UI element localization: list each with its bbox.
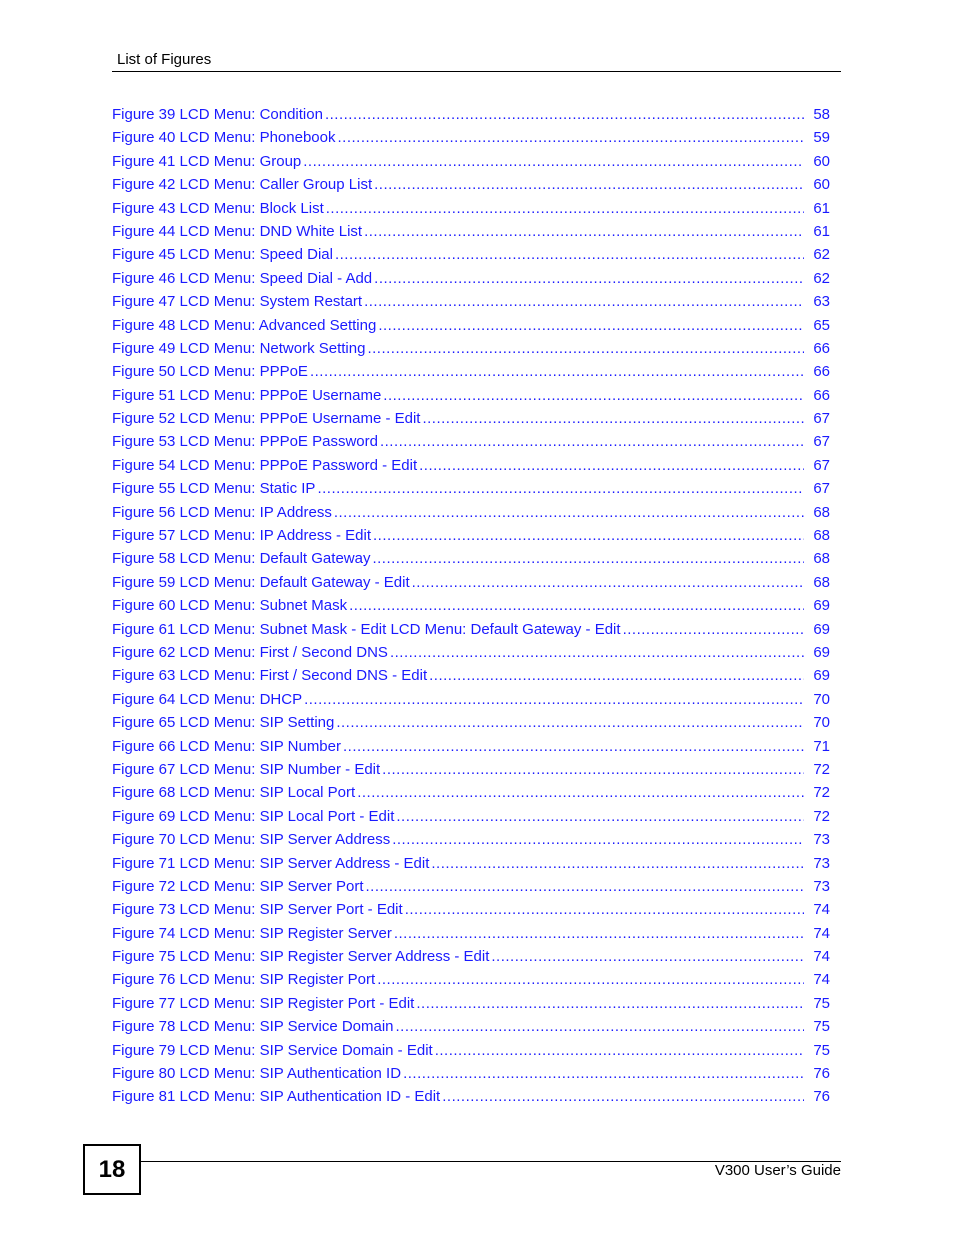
toc-entry-label: Figure 80 LCD Menu: SIP Authentication ID (112, 1065, 402, 1083)
toc-entry-page: 69 (813, 597, 830, 615)
toc-dot-leader (419, 457, 804, 474)
toc-entry-label: Figure 48 LCD Menu: Advanced Setting (112, 316, 377, 334)
toc-entry[interactable] (112, 995, 830, 1018)
toc-entry-label: Figure 70 LCD Menu: SIP Server Address (112, 831, 391, 849)
toc-entry[interactable] (112, 246, 830, 269)
toc-dot-leader (310, 363, 804, 380)
toc-entry[interactable] (112, 621, 830, 644)
toc-dot-leader (334, 504, 804, 521)
toc-entry-page: 75 (813, 1018, 830, 1036)
toc-entry-page: 69 (813, 620, 830, 638)
toc-entry-page: 72 (813, 807, 830, 825)
list-of-figures (112, 106, 830, 1112)
toc-entry-label: Figure 60 LCD Menu: Subnet Mask (112, 597, 348, 615)
toc-entry-label: Figure 79 LCD Menu: SIP Service Domain - Edit (112, 1041, 433, 1059)
toc-dot-leader (422, 410, 804, 427)
toc-dot-leader (343, 738, 804, 755)
toc-entry-page: 68 (813, 503, 830, 521)
toc-entry-label: Figure 62 LCD Menu: First / Second DNS (112, 643, 388, 661)
toc-entry[interactable] (112, 340, 830, 363)
toc-entry-page: 69 (813, 643, 830, 661)
toc-entry-page: 65 (813, 316, 830, 334)
toc-entry[interactable] (112, 317, 830, 340)
toc-dot-leader (373, 527, 804, 544)
toc-entry-page: 70 (813, 714, 830, 732)
toc-dot-leader (394, 925, 804, 942)
toc-entry-label: Figure 46 LCD Menu: Speed Dial - Add (112, 269, 373, 287)
toc-entry-page: 76 (813, 1088, 830, 1106)
toc-entry-page: 69 (813, 667, 830, 685)
toc-entry[interactable] (112, 831, 830, 854)
toc-entry[interactable] (112, 878, 830, 901)
toc-dot-leader (442, 1088, 804, 1105)
toc-entry[interactable] (112, 106, 830, 129)
toc-entry-page: 68 (813, 527, 830, 545)
toc-entry[interactable] (112, 597, 830, 620)
toc-entry-label: Figure 42 LCD Menu: Caller Group List (112, 176, 373, 194)
toc-entry[interactable] (112, 1018, 830, 1041)
toc-dot-leader (396, 1018, 804, 1035)
toc-dot-leader (367, 340, 804, 357)
toc-dot-leader (317, 480, 804, 497)
toc-entry-page: 74 (813, 901, 830, 919)
toc-entry-label: Figure 63 LCD Menu: First / Second DNS - Edit (112, 667, 428, 685)
toc-entry-label: Figure 73 LCD Menu: SIP Server Port - Edit (112, 901, 403, 919)
toc-entry[interactable] (112, 971, 830, 994)
toc-entry-page: 60 (813, 176, 830, 194)
toc-entry[interactable] (112, 410, 830, 433)
toc-dot-leader (374, 176, 804, 193)
toc-dot-leader (374, 270, 804, 287)
toc-entry-label: Figure 43 LCD Menu: Block List (112, 199, 324, 217)
toc-entry[interactable] (112, 270, 830, 293)
toc-entry[interactable] (112, 387, 830, 410)
toc-dot-leader (390, 644, 804, 661)
toc-entry-label: Figure 68 LCD Menu: SIP Local Port (112, 784, 356, 802)
toc-entry[interactable] (112, 527, 830, 550)
toc-entry-page: 72 (813, 784, 830, 802)
toc-entry-page: 58 (813, 106, 830, 123)
toc-entry-page: 59 (813, 129, 830, 147)
toc-dot-leader (383, 387, 804, 404)
toc-entry-label: Figure 61 LCD Menu: Subnet Mask - Edit LCD Menu: Default Gateway - Edit (112, 620, 621, 638)
toc-entry[interactable] (112, 433, 830, 456)
toc-entry-label: Figure 56 LCD Menu: IP Address (112, 503, 332, 521)
toc-entry-page: 67 (813, 410, 830, 428)
toc-entry[interactable] (112, 223, 830, 246)
toc-entry-page: 66 (813, 363, 830, 381)
toc-dot-leader (326, 200, 804, 217)
toc-dot-leader (366, 878, 805, 895)
toc-dot-leader (405, 901, 804, 918)
toc-dot-leader (623, 621, 804, 638)
toc-entry-label: Figure 69 LCD Menu: SIP Local Port - Edit (112, 807, 395, 825)
toc-dot-leader (377, 971, 804, 988)
page-number: 18 (83, 1144, 141, 1195)
toc-dot-leader (364, 223, 804, 240)
toc-entry[interactable] (112, 761, 830, 784)
toc-dot-leader (396, 808, 804, 825)
toc-entry-label: Figure 64 LCD Menu: DHCP (112, 690, 303, 708)
toc-entry-label: Figure 81 LCD Menu: SIP Authentication ID - Edit (112, 1088, 441, 1106)
toc-entry-page: 62 (813, 246, 830, 264)
toc-dot-leader (382, 761, 804, 778)
toc-dot-leader (364, 293, 804, 310)
toc-entry-label: Figure 41 LCD Menu: Group (112, 152, 302, 170)
toc-dot-leader (416, 995, 804, 1012)
toc-entry-page: 60 (813, 152, 830, 170)
toc-entry-label: Figure 72 LCD Menu: SIP Server Port (112, 877, 364, 895)
toc-dot-leader (429, 667, 804, 684)
toc-entry[interactable] (112, 200, 830, 223)
toc-entry-label: Figure 55 LCD Menu: Static IP (112, 480, 316, 498)
toc-entry[interactable] (112, 644, 830, 667)
toc-entry[interactable] (112, 550, 830, 573)
toc-entry-label: Figure 45 LCD Menu: Speed Dial (112, 246, 333, 264)
toc-dot-leader (435, 1042, 804, 1059)
toc-dot-leader (412, 574, 804, 591)
toc-entry[interactable] (112, 480, 830, 503)
toc-entry-page: 63 (813, 293, 830, 311)
toc-entry-label: Figure 77 LCD Menu: SIP Register Port - Edit (112, 994, 415, 1012)
toc-entry[interactable] (112, 855, 830, 878)
toc-entry-page: 61 (813, 222, 830, 240)
toc-entry[interactable] (112, 901, 830, 924)
toc-entry[interactable] (112, 457, 830, 480)
toc-entry-label: Figure 58 LCD Menu: Default Gateway (112, 550, 371, 568)
header-divider (112, 71, 841, 72)
toc-entry-label: Figure 78 LCD Menu: SIP Service Domain (112, 1018, 394, 1036)
toc-entry[interactable] (112, 363, 830, 386)
toc-entry[interactable] (112, 176, 830, 199)
toc-dot-leader (349, 597, 804, 614)
toc-entry[interactable] (112, 1088, 830, 1111)
toc-entry-page: 73 (813, 854, 830, 872)
toc-entry-page: 74 (813, 948, 830, 966)
toc-entry-label: Figure 54 LCD Menu: PPPoE Password - Edit (112, 456, 418, 474)
toc-entry[interactable] (112, 153, 830, 176)
toc-entry-label: Figure 53 LCD Menu: PPPoE Password (112, 433, 378, 451)
toc-entry-page: 74 (813, 971, 830, 989)
toc-entry-page: 61 (813, 199, 830, 217)
toc-entry-page: 62 (813, 269, 830, 287)
toc-entry-page: 71 (813, 737, 830, 755)
toc-entry-page: 72 (813, 760, 830, 778)
toc-entry-label: Figure 51 LCD Menu: PPPoE Username (112, 386, 382, 404)
toc-entry-label: Figure 59 LCD Menu: Default Gateway - Edit (112, 573, 410, 591)
toc-entry[interactable] (112, 714, 830, 737)
toc-dot-leader (392, 831, 804, 848)
toc-dot-leader (335, 246, 804, 263)
toc-entry[interactable] (112, 293, 830, 316)
guide-title: V300 User’s Guide (714, 1162, 841, 1179)
toc-dot-leader (304, 691, 804, 708)
toc-dot-leader (380, 433, 804, 450)
header-title: List of Figures (117, 51, 212, 68)
toc-entry[interactable] (112, 808, 830, 831)
toc-entry[interactable] (112, 504, 830, 527)
toc-entry-label: Figure 50 LCD Menu: PPPoE (112, 363, 308, 381)
toc-entry-page: 67 (813, 480, 830, 498)
toc-dot-leader (357, 784, 804, 801)
toc-dot-leader (337, 129, 804, 146)
toc-entry-page: 66 (813, 339, 830, 357)
toc-dot-leader (372, 550, 804, 567)
toc-entry[interactable] (112, 925, 830, 948)
toc-entry-label: Figure 52 LCD Menu: PPPoE Username - Edit (112, 410, 421, 428)
toc-dot-leader (336, 714, 804, 731)
toc-entry-label: Figure 75 LCD Menu: SIP Register Server Address - Edit (112, 948, 490, 966)
toc-entry[interactable] (112, 1065, 830, 1088)
toc-entry[interactable] (112, 1042, 830, 1065)
toc-entry-page: 67 (813, 433, 830, 451)
toc-entry[interactable] (112, 784, 830, 807)
toc-entry-page: 75 (813, 994, 830, 1012)
toc-entry-label: Figure 65 LCD Menu: SIP Setting (112, 714, 335, 732)
toc-entry-label: Figure 74 LCD Menu: SIP Register Server (112, 924, 392, 942)
toc-entry[interactable] (112, 948, 830, 971)
toc-entry-page: 75 (813, 1041, 830, 1059)
toc-entry-label: Figure 49 LCD Menu: Network Setting (112, 339, 366, 357)
toc-entry-label: Figure 40 LCD Menu: Phonebook (112, 129, 336, 147)
toc-entry-page: 70 (813, 690, 830, 708)
toc-entry-page: 68 (813, 573, 830, 591)
toc-entry-page: 76 (813, 1065, 830, 1083)
toc-entry[interactable] (112, 574, 830, 597)
toc-entry-label: Figure 57 LCD Menu: IP Address - Edit (112, 527, 372, 545)
toc-entry-page: 73 (813, 831, 830, 849)
toc-entry[interactable] (112, 738, 830, 761)
toc-dot-leader (303, 153, 804, 170)
toc-entry[interactable] (112, 691, 830, 714)
toc-entry-label: Figure 76 LCD Menu: SIP Register Port (112, 971, 376, 989)
toc-dot-leader (431, 855, 804, 872)
toc-entry[interactable] (112, 667, 830, 690)
toc-entry-label: Figure 66 LCD Menu: SIP Number (112, 737, 341, 755)
toc-entry-label: Figure 67 LCD Menu: SIP Number - Edit (112, 760, 381, 778)
toc-entry-page: 74 (813, 924, 830, 942)
toc-entry-label: Figure 47 LCD Menu: System Restart (112, 293, 363, 311)
toc-entry-page: 73 (813, 877, 830, 895)
toc-dot-leader (403, 1065, 804, 1082)
toc-dot-leader (491, 948, 804, 965)
toc-entry-label: Figure 44 LCD Menu: DND White List (112, 222, 363, 240)
toc-dot-leader (378, 317, 804, 334)
toc-entry[interactable] (112, 129, 830, 152)
toc-entry-page: 66 (813, 386, 830, 404)
toc-dot-leader (325, 106, 804, 123)
toc-entry-label: Figure 71 LCD Menu: SIP Server Address - Edit (112, 854, 430, 872)
toc-entry-label: Figure 39 LCD Menu: Condition (112, 106, 323, 123)
toc-entry-page: 68 (813, 550, 830, 568)
toc-entry-page: 67 (813, 456, 830, 474)
